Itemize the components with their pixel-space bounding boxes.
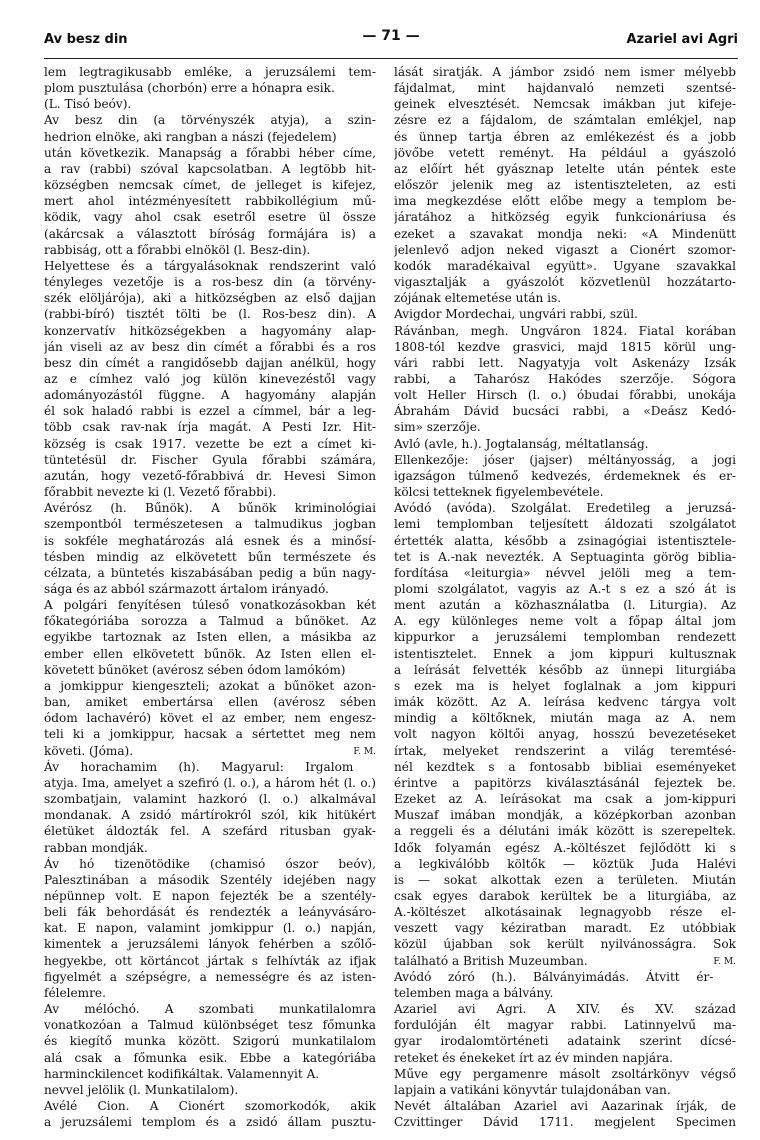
text-line: vári rabbi lett. Nagyatyja volt Askenázy Izsák [394,355,736,370]
text-line: geinek elvesztését. Nemcsak imákban jut kifeje- [394,97,736,112]
text-line: Idők folyamán egész A.-költészet fejlődött ki s [394,840,736,855]
text-line: után következik. Manapság a főrabbi héber címe, [44,145,376,160]
text-line: a leírását felvették később az ünnepi liturgiába [394,662,736,677]
text-line: zésre ez a fájdalom, de számtalan emlékjel, nap [394,113,736,128]
text-line: Ellenkezője: jóser (jajser) méltányosság, a jogi [394,452,736,467]
text-line: Áv horachamim (h). Magyarul: Irgalom [44,759,354,774]
text-line: Avódó zóró (h.). Bálványimádás. Átvitt ér- [394,969,714,984]
text-line: 1808-tól kezdve grasvici, majd 1815 körül ung- [394,339,736,354]
text-line: és ünnep tartja ébren az emlékezést és a jobb [394,129,736,144]
text-line: a reggeli és a délutáni imák között is szerepeltek. [394,824,736,839]
text-line: rabban mondják. [44,840,148,855]
text-line: jelenlevő adjon neked vigaszt a Cionért szomor- [394,242,736,257]
text-line: tésben mindig az elkövetett bűn természete és [44,549,376,564]
text-line: írtak, melyeket rendszerint a világ teremtésé- [394,743,736,758]
text-line: a legkiválóbb költők — köztük Juda Halévi [394,856,736,871]
text-line: A. egy különleges neme volt a főpap által jom [394,614,736,629]
header-left-title: Av besz din [44,32,128,47]
text-line: járatához a hitközség egyik funkcionáriusa és [394,210,736,225]
text-line: ezeket a szavakat mondja neki: «A Mindenütt [394,226,736,241]
text-line: plom pusztulása (chorbón) erre a hónapra esik. [44,81,335,96]
text-line: zójának eltemetése után is. [394,291,562,306]
author-signature: F. M. [713,956,736,967]
text-line: község is csak 1917. vezette be ezt a címet ki- [44,436,376,451]
author-signature: F. M. [353,746,376,757]
text-line: követett bűnöket (avérosz sében ódom lamókóm) [44,662,346,677]
text-line: rabbi, a Taharósz Hakódes szerzője. Sógora [394,371,736,386]
text-line: ima megkezdése előtt előbe megy a templom be- [394,194,736,209]
text-line: harminckilencet kodifikáltak. Valamennyit A. [44,1066,320,1081]
text-line: veszett vagy kéziratban maradt. Ez utóbbiak [394,921,736,936]
text-line: ban, amiket embertársa ellen (avérosz sében [44,695,376,710]
text-line: (akárcsak a választott bíróság formájára is) a [44,226,376,241]
text-line: Czvittinger Dávid 1711. megjelent Specimen [394,1115,736,1130]
running-header [44,26,738,56]
text-line: Azariel avi Agri. A XIV. és XV. század [394,1002,736,1017]
text-line: a jomkippur kiengeszteli; azokat a bűnöket azon- [44,678,376,693]
text-line: ember ellen elkövetett bűnök. Az Isten ellen el- [44,646,376,661]
text-line: figyelmét a szépségre, a nemességre és az isten- [44,969,376,984]
text-line: mindig a költőknek, miután maga az A. nem [394,711,736,726]
text-line: Műve egy pergamenre másolt zsoltárkönyv végső [394,1066,736,1081]
text-line: él sok haladó rabbi is ezzel a címmel, bár a leg- [44,404,376,419]
text-line: nél kezdtek s a fontosabb bibliai eseményeket [394,759,736,774]
text-line: egyikbe tartoznak az Isten ellen, a másikba az [44,630,376,645]
text-line: Avérósz (h. Bűnök). A bűnök kriminológiai [44,501,376,516]
text-line: Palesztinában a második Szentély idejében nagy [44,872,376,887]
text-line: Avélé Cion. A Cionért szomorkodók, akik [44,1099,376,1113]
text-line: imák között. Az A. leírása kedvenc tárgya volt [394,695,736,710]
text-line: először jelenik meg az istentiszteleten, az esti [394,178,736,193]
text-line: ódom lachavéró) követ el az ember, nem engesz- [44,711,376,726]
text-line: kölcsi tetteknek figyelembevétele. [394,485,604,500]
text-line: népünnep volt. E napon fejezték be a szentély- [44,888,376,903]
text-line: mondanak. A zsidó mártírokról szól, kik hitükért [44,808,376,823]
text-line: és kiegítő munka között. Szigorú munkatilalom [44,1034,376,1049]
text-line: fordulóján élt magyar rabbi. Latinnyelvű ma- [394,1018,736,1033]
text-line: adományozástól függne. A hagyomány alapján [44,388,376,403]
text-line: Rávánban, megh. Ungváron 1824. Fiatal korában [394,323,736,338]
text-line: Muszaf imában mondják, a középkorban azonban [394,808,736,823]
text-line: községben nemcsak címet, de jelleget is kifejez, [44,178,376,193]
text-line: célzata, a büntetés kiszabásában pedig a bűn nagy- [44,565,376,580]
text-line: (L. Tisó beóv). [44,97,132,112]
header-right-title: Azariel avi Agri [626,32,738,47]
text-line: lem legtragikusabb emléke, a jeruzsálemi tem- [44,65,376,79]
text-line: az e címhez való jog külön kinevezéstől vagy [44,371,376,386]
text-line: istentisztelet. Ennek a jom kippuri kultusznak [394,646,736,661]
text-line: telemben maga a bálvány. [394,985,554,1000]
text-line: gyar irodalomtörténeti adataink szerint dícsé- [394,1034,736,1049]
page-number: — 71 — [362,28,420,44]
text-line: az előírt hét gyásznap letelte után péntek este [394,161,736,176]
text-line: alá csak a főmunka esik. Ebbe a kategóriába [44,1050,376,1065]
text-line: szombatjain, valamint hazkoró (l. o.) alkalmával [44,792,376,807]
text-line: követi. (Jóma). [44,743,134,758]
text-line: szempontból természetesen a talmudikus jogban [44,517,376,532]
text-line: fájdalmat, mint hajdanvaló nemzeti szentsé- [394,81,736,96]
text-line: nevvel jelölik (l. Munkatilalom). [44,1082,239,1097]
text-line: főkategóriába sorozza a Talmud a bűnöket. Az [44,614,376,629]
text-line: A polgári fenyítésen túleső vonatkozásokban két [44,598,376,613]
text-line: fordítása «leiturgia» névvel jelöli meg a tem- [394,565,736,580]
text-line: kimentek a jeruzsálemi lányok fehérben a szőlő- [44,937,376,952]
text-line: Nevét általában Azariel avi Aazarinak írják, de [394,1099,736,1113]
text-line: Ábrahám Dávid bucsáci rabbi, a «Deász Kedó- [394,404,736,419]
text-line: ködik, vagy ahol csak esetről esetre ül össze [44,210,376,225]
text-line: lását siratják. A jámbor zsidó nem ismer mélyebb [394,65,736,79]
text-line: Av besz din (a törvényszék atyja), a szin- [44,113,376,128]
text-line: tüntetésül dr. Fischer Gyula főrabbi számára, [44,452,376,467]
text-line: besz din címét a rangidősebb dajjan anélkül, hogy [44,355,376,370]
text-line: közül újabban sok került nyilvánosságra. Sok [394,937,736,952]
text-line: volt Heller Hirsch (l. o.) óbudai főrabbi, unokája [394,388,736,403]
text-line: beli fák behordását és rendezték a leányvásáro- [44,905,376,920]
text-line: lemi templomban teljesített áldozati szolgálatot [394,517,736,532]
text-line: hegyekbe, ott körtáncot jártak s felhívták az ifjak [44,953,376,968]
text-line: ment azután a közhasználatba (l. Liturgia). Az [394,598,736,613]
text-line: vonatkozóan a Talmud különbséget tesz főmunka [44,1018,376,1033]
right-column [394,64,736,1130]
text-line: a rav (rabbi) szóval kapcsolatban. A legtöbb hit- [44,161,376,176]
text-line: Avigdor Mordechai, ungvári rabbi, szül. [394,307,638,322]
text-line: A.-költészet alkotásainak legnagyobb része el- [394,905,736,920]
text-line: kat. E napon, valamint jomkippur (l. o.) napján, [44,921,376,936]
text-line: a jeruzsálemi templom és a zsidó állam pusztu- [44,1115,376,1130]
text-line: tényleges vezetője is a ros-besz din (a törvény- [44,275,376,290]
text-line: ján viseli az av besz din címét a főrabbi és a ros [44,339,376,354]
text-line: jövőbe vetett reményt. Ha például a gyászoló [394,145,736,160]
text-line: Avódó (avóda). Szolgálat. Eredetileg a jeruzsá- [394,501,736,516]
text-line: sága és az abból származott ártalom irányadó. [44,582,329,596]
text-line: Av mélóchó. A szombati munkatilalomra [44,1002,376,1017]
text-line: félelemre. [44,985,106,1000]
text-line: atyja. Ima, amelyet a szefiró (l. o.), a három hét (l. o.) [44,775,376,790]
text-line: rabbiság, ott a főrabbi elnököl (l. Besz-din). [44,242,311,257]
text-line: teli ki a jomkippur, hacsak a sértettet meg nem [44,727,376,742]
text-line: kodók maradékaival együtt». Ugyane szavakkal [394,258,736,273]
text-line: is — sokat alkottak ezen a területen. Miután [394,872,736,887]
text-line: található a British Muzeumban. [394,953,588,968]
text-line: Ezeket az A. leírásokat ma csak a jom-kippuri [394,792,736,807]
text-line: kippurkor a jeruzsálemi templomban rendezett [394,630,736,645]
text-line: sim» szerzője. [394,420,481,435]
text-line: mert ahol intézményesített rabbikollégium mű- [44,194,376,209]
text-line: Avló (avle, h.). Jogtalanság, méltatlanság. [394,436,649,451]
text-line: vigasztalják a gyászolót közvetlenül hozzátarto- [394,275,736,290]
text-line: s ezek ma is helyet foglalnak a jom kippuri [394,678,736,693]
text-line: értették alatta, később a zsinagógiai istentisztele- [394,533,736,548]
text-line: szék elöljárója), aki a hitközségben az első dajjan [44,291,376,306]
text-line: hedrion elnöke, aki rangban a nászi (fejedelem) [44,129,337,144]
text-line: érintve a papitörzs kiválasztásánál fejeztek be. [394,775,736,790]
text-line: tet is A.-nak nevezték. A Septuaginta görög biblia- [394,549,736,564]
text-line: volt nagyon költői anyag, hosszú bevezetéseket [394,727,736,742]
text-line: lapjain a vatikáni könyvtár tulajdonában van. [394,1082,671,1097]
text-line: igazságon túlmenő kedvezés, érdemeknek és er- [394,468,736,483]
text-line: konzervatív hitközségekben a hagyomány alap- [44,323,376,338]
text-line: több csak rav-nak írja magát. A Pesti Izr. Hit- [44,420,376,435]
text-line: plomi szolgálatot, vagyis az A.-t s ez a szó át is [394,582,736,596]
left-column [44,64,376,1130]
text-line: életüket áldozták fel. A szefárd ritusban gyak- [44,824,376,839]
text-line: csak egyes darabok kerültek be a liturgiába, az [394,888,736,903]
text-line: (rabbi-bíró) tisztét tölti be (l. Ros-besz din). A [44,307,376,322]
text-line: is sokféle meghatározás alá esnek és a minősí- [44,533,376,548]
text-line: főrabbit nevezte ki (l. Vezető főrabbi). [44,485,277,500]
header-rule [44,58,738,59]
text-line: Áv hó tizenötödike (chamisó ószor beóv), [44,856,376,871]
text-line: azután, hogy vezető-főrabbivá dr. Hevesi Simon [44,468,376,483]
text-line: Helyettese és a tárgyalásoknak rendszerint való [44,258,376,273]
text-line: reteket és énekeket írt az év minden napjára. [394,1050,673,1065]
